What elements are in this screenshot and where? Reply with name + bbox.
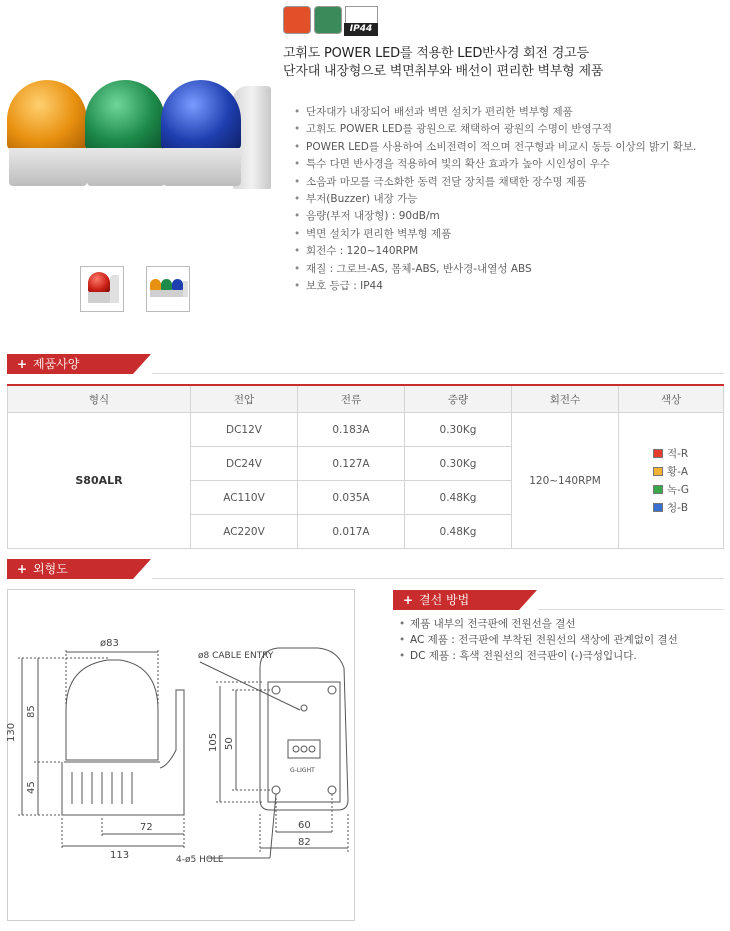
- dim-hole-spacing-v: 50: [224, 737, 235, 750]
- feature-item: • 벽면 설치가 편리한 벽부형 제품: [292, 226, 724, 243]
- headline-line-2: 단자대 내장형으로 벽면취부와 배선이 편리한 벽부형 제품: [283, 64, 604, 79]
- wiring-section-rule: [538, 609, 724, 610]
- header-color: 색상: [619, 385, 724, 413]
- thumb-bracket: [183, 281, 188, 297]
- dim-dome-height: 85: [26, 705, 37, 718]
- side-base-outline: [62, 690, 184, 815]
- wiring-section-header: [393, 590, 519, 610]
- plus-icon: +: [17, 357, 28, 371]
- dim-hole-spacing-h: 60: [298, 820, 311, 831]
- weight-cell: 0.30Kg: [405, 447, 512, 481]
- outline-drawing: [7, 589, 355, 921]
- hole-label: 4-ø5 HOLE: [176, 855, 224, 865]
- header-model: 형식: [8, 385, 191, 413]
- green-swatch-icon: [653, 485, 663, 494]
- voltage-cell: AC110V: [191, 481, 298, 515]
- color-label: 황-A: [666, 465, 689, 478]
- feature-item: • 보호 등급 : IP44: [292, 278, 724, 295]
- back-view-outline: [260, 648, 348, 810]
- wiring-item: • DC 제품 : 흑색 전원선의 전극판이 (-)극성입니다.: [398, 648, 724, 664]
- thumb-bases: [150, 290, 183, 297]
- cable-entry-label: ø8 CABLE ENTRY: [198, 651, 274, 661]
- wiring-list: [398, 616, 724, 664]
- blue-dome: [161, 80, 241, 150]
- dim-total-height: 130: [6, 722, 17, 742]
- dim-back-height: 105: [208, 732, 219, 752]
- spec-table: [7, 384, 724, 549]
- thumb-red-base: [88, 292, 110, 303]
- voltage-cell: DC24V: [191, 447, 298, 481]
- color-label: 적-R: [666, 447, 689, 460]
- lamp-cert-icon: [314, 6, 342, 34]
- amber-swatch-icon: [653, 467, 663, 476]
- thumb-green-dome: [161, 279, 172, 290]
- dim-base-height: 45: [26, 781, 37, 794]
- feature-item: • 특수 다면 반사경을 적용하여 빛의 확산 효과가 높아 시인성이 우수: [292, 156, 724, 173]
- dim-total-width: 113: [110, 850, 130, 861]
- feature-item: • 소음과 마모를 극소화한 동력 전달 장치를 채택한 장수명 제품: [292, 174, 724, 191]
- spec-section-rule: [152, 373, 724, 374]
- plus-icon: +: [403, 593, 414, 607]
- feature-item: • 회전수 : 120~140RPM: [292, 243, 724, 260]
- dimension-drawing: [8, 590, 354, 920]
- thumbnail-three-colors[interactable]: [146, 266, 190, 312]
- dim-top-width: ø83: [100, 638, 119, 649]
- color-item-green: [653, 481, 689, 499]
- current-cell: 0.183A: [298, 413, 405, 447]
- model-cell: S80ALR: [8, 413, 191, 549]
- thumb-red-dome: [88, 272, 110, 292]
- current-cell: 0.017A: [298, 515, 405, 549]
- bell-cert-icon: [283, 6, 311, 34]
- outline-section-title: 외형도: [33, 562, 68, 576]
- ip44-badge: IP44: [344, 23, 378, 36]
- feature-item: • POWER LED를 사용하여 소비전력이 적으며 전구형과 비교시 동등 이상의 밝기 확보.: [292, 139, 724, 156]
- green-base: [87, 148, 165, 186]
- color-cell: [619, 413, 724, 549]
- green-dome: [85, 80, 165, 150]
- headline-line-1: 고휘도 POWER LED를 적용한 LED반사경 회전 경고등: [283, 46, 589, 61]
- feature-item: • 고휘도 POWER LED를 광원으로 채택하여 광원의 수명이 반영구적: [292, 121, 724, 138]
- weight-cell: 0.30Kg: [405, 413, 512, 447]
- dim-base-width: 72: [140, 822, 153, 833]
- wiring-section-title: 결선 방법: [419, 593, 470, 607]
- outline-section-rule: [152, 578, 724, 579]
- product-main-image: [5, 76, 275, 191]
- weight-cell: 0.48Kg: [405, 515, 512, 549]
- amber-base: [9, 148, 87, 186]
- thumb-red-bracket: [110, 275, 119, 303]
- header-weight: 중량: [405, 385, 512, 413]
- feature-list: [292, 104, 724, 295]
- table-row: [8, 413, 724, 447]
- current-cell: 0.035A: [298, 481, 405, 515]
- current-cell: 0.127A: [298, 447, 405, 481]
- red-swatch-icon: [653, 449, 663, 458]
- side-dome-outline: [66, 660, 158, 760]
- header-current: 전류: [298, 385, 405, 413]
- color-list: [653, 445, 689, 517]
- color-label: 녹-G: [666, 483, 690, 496]
- weight-cell: 0.48Kg: [405, 481, 512, 515]
- color-item-amber: [653, 463, 689, 481]
- thumbnail-red[interactable]: [80, 266, 124, 312]
- wiring-item: • AC 제품 : 전극판에 부착된 전원선의 색상에 관계없이 결선: [398, 632, 724, 648]
- feature-item: • 단자대가 내장되어 배선과 벽면 설치가 편리한 벽부형 제품: [292, 104, 724, 121]
- feature-item: • 부저(Buzzer) 내장 가능: [292, 191, 724, 208]
- voltage-cell: AC220V: [191, 515, 298, 549]
- feature-item: • 재질 : 그로브-AS, 몸체-ABS, 반사경-내열성 ABS: [292, 261, 724, 278]
- header-rpm: 회전수: [512, 385, 619, 413]
- feature-item: • 음량(부저 내장형) : 90dB/m: [292, 208, 724, 225]
- voltage-cell: DC12V: [191, 413, 298, 447]
- thumb-amber-dome: [150, 279, 161, 290]
- color-item-blue: [653, 499, 689, 517]
- spec-section-header: [7, 354, 133, 374]
- spec-section-title: 제품사양: [33, 357, 80, 371]
- amber-dome: [7, 80, 87, 150]
- terminal-label: G-LIGHT: [290, 767, 315, 774]
- header-voltage: 전압: [191, 385, 298, 413]
- rpm-cell: 120~140RPM: [512, 413, 619, 549]
- outline-section-header: [7, 559, 133, 579]
- blue-base: [163, 148, 241, 186]
- blue-swatch-icon: [653, 503, 663, 512]
- color-item-red: [653, 445, 689, 463]
- color-label: 청-B: [666, 501, 689, 514]
- wiring-item: • 제품 내부의 전극판에 전원선을 결선: [398, 616, 724, 632]
- thumb-blue-dome: [172, 279, 183, 290]
- plus-icon: +: [17, 562, 28, 576]
- dim-back-width: 82: [298, 837, 311, 848]
